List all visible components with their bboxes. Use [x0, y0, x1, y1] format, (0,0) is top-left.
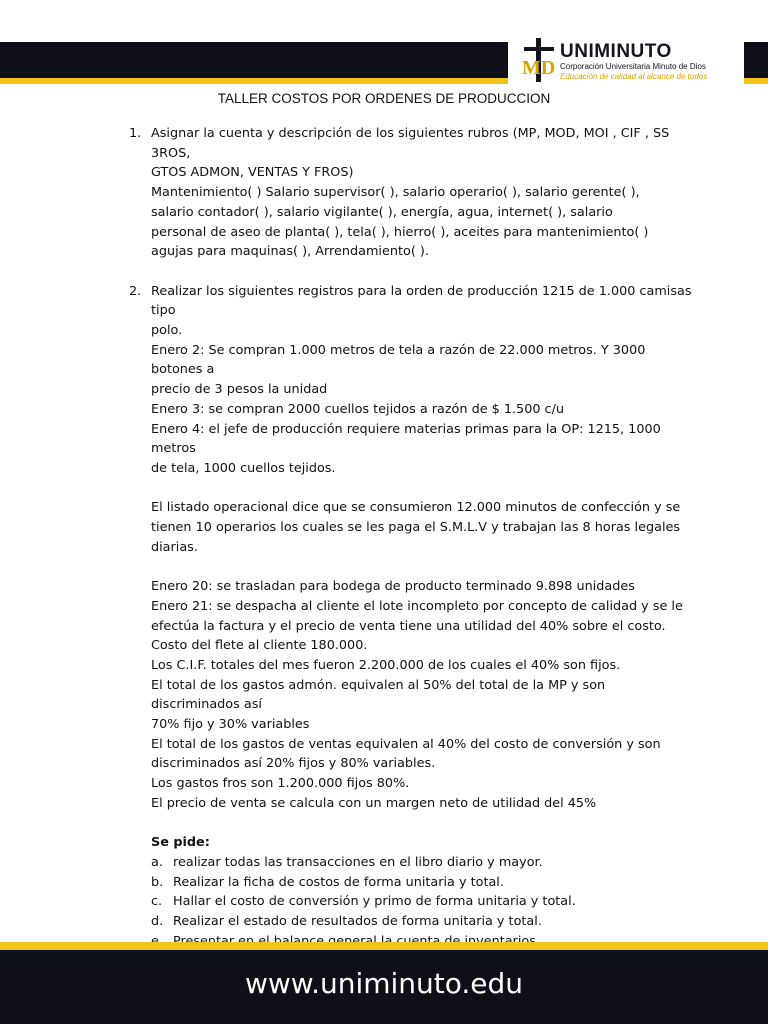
text-line: Los C.I.F. totales del mes fueron 2.200.000 de los cuales el 40% son fijos.	[151, 657, 621, 673]
text-line: Costo del flete al cliente 180.000.	[151, 638, 368, 654]
logo-emblem-icon	[522, 38, 558, 82]
sub-item	[0, 892, 768, 912]
uniminuto-logo	[508, 32, 744, 86]
text-line: Asignar la cuenta y descripción de los siguientes rubros (MP, MOD, MOI , CIF , SS 3ROS,	[151, 126, 670, 161]
text-line: El listado operacional dice que se consumieron 12.000 minutos de confección y se	[151, 500, 681, 516]
sub-letter: d.	[151, 914, 164, 930]
list-item	[0, 124, 768, 262]
text-line: Enero 20: se trasladan para bodega de producto terminado 9.898 unidades	[151, 579, 635, 595]
sub-text: Hallar el costo de conversión y primo de forma unitaria y total.	[173, 894, 576, 910]
text-line: Los gastos fros son 1.200.000 fijos 80%.	[151, 776, 410, 792]
footer-stripe	[0, 942, 768, 950]
text-line: Enero 3: se compran 2000 cuellos tejidos a razón de $ 1.500 c/u	[151, 401, 564, 417]
text-line: Enero 2: Se compran 1.000 metros de tela a razón de 22.000 metros. Y 3000 botones a	[151, 342, 646, 378]
text-line: Enero 4: el jefe de producción requiere materias primas para la OP: 1215, 1000 metros	[151, 421, 661, 457]
text-line: personal de aseo de planta( ), tela( ), hierro( ), aceites para mantenimiento( )	[151, 224, 649, 240]
sub-letter: b.	[151, 874, 164, 890]
svg-text:MD: MD	[522, 57, 556, 79]
text-line: Realizar los siguientes registros para la orden de producción 1215 de 1.000 camisas tipo	[151, 283, 692, 319]
footer-url[interactable]: www.uniminuto.edu	[244, 967, 524, 1000]
text-line: agujas para maquinas( ), Arrendamiento( ).	[151, 244, 429, 260]
document-title: TALLER COSTOS POR ORDENES DE PRODUCCION	[217, 91, 551, 106]
text-line: efectúa la factura y el precio de venta tiene una utilidad del 40% sobre el costo.	[151, 618, 666, 634]
sub-letter: c.	[151, 894, 163, 910]
sub-letter: a.	[151, 854, 163, 870]
text-line: 70% fijo y 30% variables	[151, 717, 310, 733]
text-line: diarias.	[151, 539, 198, 555]
text-line: Enero 21: se despacha al cliente el lote incompleto por concepto de calidad y se le	[151, 598, 683, 614]
text-line: El precio de venta se calcula con un margen neto de utilidad del 45%	[151, 795, 597, 811]
text-line: precio de 3 pesos la unidad	[151, 382, 328, 398]
sub-item	[0, 912, 768, 932]
logo-tagline: Educación de calidad al alcance de todos	[560, 72, 708, 81]
list-item	[0, 282, 768, 853]
text-line: tienen 10 operarios los cuales se les paga el S.M.L.V y trabajan las 8 horas legales	[151, 520, 681, 536]
logo-name: UNIMINUTO	[560, 41, 672, 62]
text-line: El total de los gastos de ventas equivalen al 40% del costo de conversión y son	[151, 736, 661, 752]
text-line: GTOS ADMON, VENTAS Y FROS)	[151, 165, 354, 181]
sub-item	[0, 873, 768, 893]
sub-item	[0, 853, 768, 873]
text-line: polo.	[151, 323, 183, 339]
list-number: 1.	[129, 126, 142, 141]
sub-text: Realizar la ficha de costos de forma unitaria y total.	[173, 874, 504, 890]
text-line: de tela, 1000 cuellos tejidos.	[151, 460, 336, 476]
sub-text: Realizar el estado de resultados de forma unitaria y total.	[173, 914, 542, 930]
sub-text: realizar todas las transacciones en el libro diario y mayor.	[173, 854, 543, 870]
text-line: Mantenimiento( ) Salario supervisor( ), salario operario( ), salario gerente( ),	[151, 185, 640, 201]
text-line: salario contador( ), salario vigilante( ), energía, agua, internet( ), salario	[151, 204, 613, 220]
document-body	[0, 124, 768, 951]
logo-subtitle: Corporación Universitaria Minuto de Dios	[560, 62, 706, 71]
list-number: 2.	[129, 283, 142, 299]
text-line: discriminados así 20% fijos y 80% variables.	[151, 756, 436, 772]
se-pide-heading: Se pide:	[151, 835, 210, 851]
text-line: El total de los gastos admón. equivalen al 50% del total de la MP y son discriminados así	[151, 677, 606, 713]
